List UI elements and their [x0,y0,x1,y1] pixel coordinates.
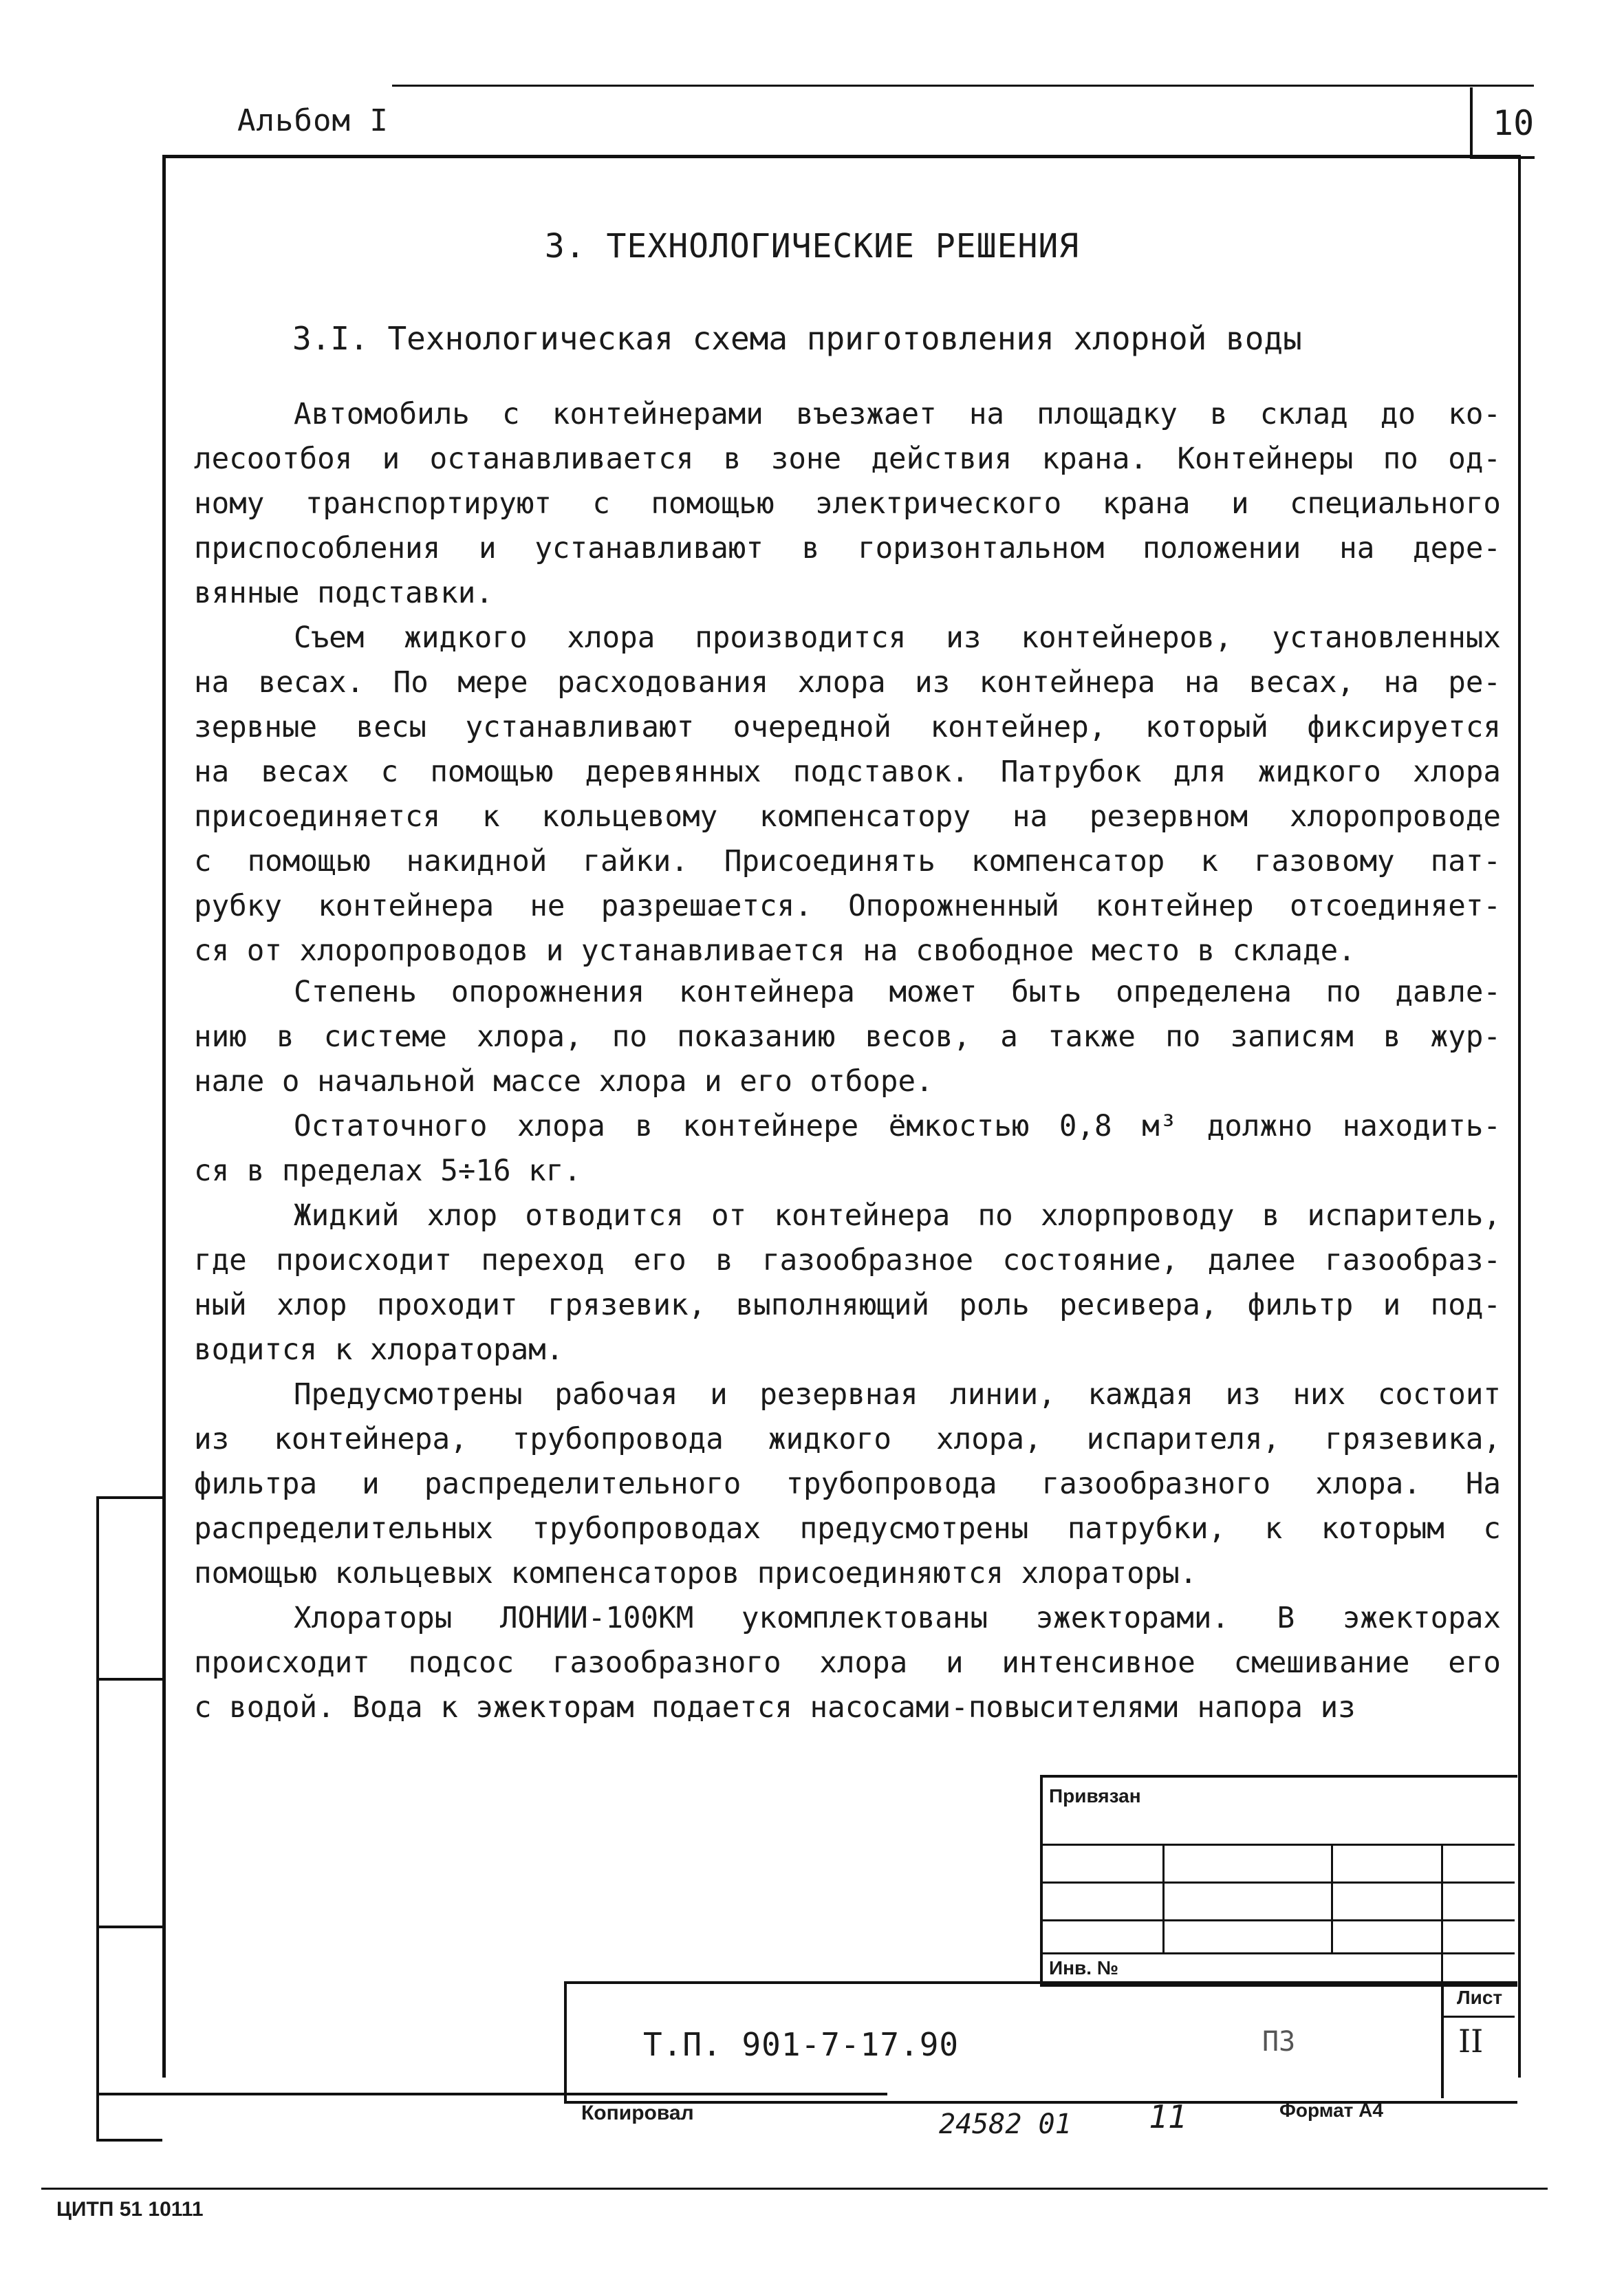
paragraph [194,1194,1501,1372]
paragraph-line: на весах. По мере расходования хлора из контейнера на весах, на ре- [194,666,1501,700]
inventory-label: Инв. № [1049,1957,1119,1979]
paragraph-line: ся в пределах 5÷16 кг. [194,1154,581,1188]
paragraph-line: ся от хлоропроводов и устанавливается на свободное место в складе. [194,934,1356,968]
binding-stamp-divider [99,1926,162,1928]
paragraph-line: Остаточного хлора в контейнере ёмкостью 0,8 м³ должно находить- [294,1110,1501,1143]
paragraph-line: с помощью накидной гайки. Присоединять компенсатор к газовому пат- [194,845,1501,878]
tb-line [1040,1919,1515,1921]
sheet-label: Лист [1457,1987,1503,2008]
tb-line [1441,1844,1443,1981]
paragraph [194,392,1501,616]
section-title: 3. ТЕХНОЛОГИЧЕСКИЕ РЕШЕНИЯ [544,227,1080,266]
subsection-title: 3.I. Технологическая схема приготовления хлорной воды [292,320,1302,357]
sheet-number: II [1458,2023,1484,2060]
paragraph-line: вянные подставки. [194,576,493,610]
tb-line [1162,1844,1165,1952]
paragraph-line: фильтра и распределительного трубопровода газообразного хлора. На [194,1467,1501,1501]
paragraph-line: происходит подсос газообразного хлора и интенсивное смешивание его [194,1646,1501,1680]
paragraph-line: присоединяется к кольцевому компенсатору на резервном хлоропроводе [194,800,1501,834]
document-type: ПЗ [1262,2026,1296,2058]
paragraph-line: Предусмотрены рабочая и резервная линии, каждая из них состоит [294,1378,1501,1412]
paragraph-line: рубку контейнера не разрешается. Опорожненный контейнер отсоединяет- [194,889,1501,923]
paragraph-line: из контейнера, трубопровода жидкого хлора, испарителя, грязевика, [194,1423,1501,1456]
paragraph-line: ный хлор проходит грязевик, выполняющий роль ресивера, фильтр и под- [194,1289,1501,1322]
paragraph [194,616,1501,973]
paragraph-line: ному транспортируют с помощью электрического крана и специального [194,487,1501,521]
album-label: Альбом I [237,103,389,138]
tb-line [1441,1981,1444,2098]
paragraph [194,1596,1501,1730]
binding-stamp-divider [99,1678,162,1681]
paragraph-line: нию в системе хлора, по показанию весов, а также по записям в жур- [194,1020,1501,1054]
paragraph-line: Жидкий хлор отводится от контейнера по хлорпроводу в испаритель, [294,1199,1501,1233]
archive-number: 24582 01 [939,2109,1072,2140]
tb-line [1040,1952,1515,1954]
tb-line [1040,1844,1515,1846]
archive-sheet: 11 [1149,2098,1187,2135]
paragraph-line: помощью кольцевых компенсаторов присоединяются хлораторы. [194,1557,1198,1591]
paragraph [194,1372,1501,1596]
binding-stamp [96,1496,162,2142]
format-label: Формат А4 [1279,2100,1383,2121]
paragraph-line: нале о начальной массе хлора и его отборе. [194,1065,933,1099]
tb-line [1040,1882,1515,1884]
paragraph [194,1104,1501,1194]
tb-line [1331,1844,1333,1952]
printer-mark: ЦИТП 51 10111 [56,2198,204,2221]
header-top-rule [392,85,1534,87]
copied-label: Копировал [581,2102,694,2124]
paragraph-line: Автомобиль с контейнерами въезжает на площадку в склад до ко- [294,398,1501,431]
paragraph-line: водится к хлораторам. [194,1333,564,1367]
paragraph-line: приспособления и устанавливают в горизонтальном положении на дере- [194,532,1501,565]
attached-label: Привязан [1049,1785,1141,1807]
paragraph-line: где происходит переход его в газообразное состояние, далее газообраз- [194,1244,1501,1277]
document-code: Т.П. 901-7-17.90 [643,2026,960,2063]
tb-line [1441,2016,1515,2018]
paragraph-line: распределительных трубопроводах предусмотрены патрубки, к которым с [194,1512,1501,1546]
paragraph-line: Хлораторы ЛОНИИ-100КМ укомплектованы эжекторами. В эжекторах [294,1602,1501,1635]
paragraph-line: с водой. Вода к эжекторам подается насосами-повысителями напора из [194,1691,1356,1725]
paragraph-line: зервные весы устанавливают очередной контейнер, который фиксируется [194,711,1501,744]
paragraph-line: Съем жидкого хлора производится из контейнеров, установленных [294,621,1501,655]
paragraph-line: Степень опорожнения контейнера может быть определена по давле- [294,975,1501,1009]
page-number: 10 [1493,103,1535,143]
paragraph-line: лесоотбоя и останавливается в зоне действия крана. Контейнеры по од- [194,442,1501,476]
paragraph [194,970,1501,1104]
bottom-rule [41,2188,1548,2190]
paragraph-line: на весах с помощью деревянных подставок. Патрубок для жидкого хлора [194,755,1501,789]
